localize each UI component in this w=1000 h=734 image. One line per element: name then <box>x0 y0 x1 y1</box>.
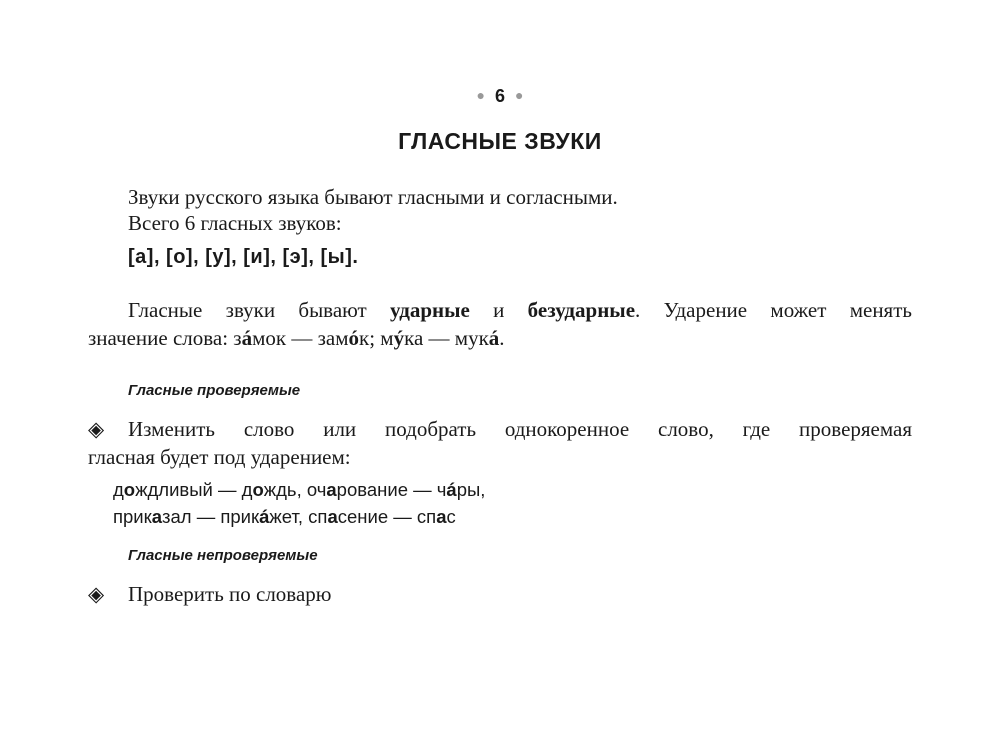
text: прик <box>113 506 152 527</box>
checked-rule <box>88 417 912 470</box>
vowel: а <box>326 479 337 500</box>
stress-mark: á <box>241 326 253 350</box>
text: . <box>499 326 505 350</box>
stress-mark: ý <box>393 326 405 350</box>
vowel: о <box>252 479 264 500</box>
text: Проверить по словарю <box>128 582 332 606</box>
vowel: á <box>259 506 270 527</box>
vowel: á <box>446 479 457 500</box>
text: с <box>446 506 456 527</box>
stress-mark: ó <box>348 326 359 350</box>
text: Гласные звуки бывают <box>128 298 391 322</box>
text: гласная будет под ударением: <box>88 445 351 469</box>
example-line-1 <box>113 479 485 501</box>
page-number <box>0 86 1000 107</box>
text: д <box>113 479 124 500</box>
text: мок — зам <box>252 326 349 350</box>
subheading-unchecked: Гласные непроверяемые <box>128 547 318 564</box>
stress-mark: á <box>488 326 500 350</box>
page-number-text: 6 <box>494 86 505 106</box>
text: . Ударение может менять <box>635 298 912 322</box>
text: и <box>469 298 528 322</box>
unchecked-rule <box>88 582 331 607</box>
vowel: а <box>151 506 163 527</box>
text: ждь, оч <box>263 479 327 500</box>
text: значение слова: з <box>88 326 242 350</box>
intro-line-1: Звуки русского языка бывают гласными и согласными. <box>128 185 618 209</box>
text: к; м <box>359 326 394 350</box>
text: Изменить слово или подобрать однокоренное слово, где проверяемая <box>128 417 912 441</box>
text: зал — прик <box>162 506 260 527</box>
dot-icon: ● <box>476 87 485 103</box>
text: ры, <box>456 479 486 500</box>
text: ка — мук <box>404 326 489 350</box>
term-stressed: ударные <box>390 298 470 322</box>
intro-line-2: Всего 6 гласных звуков: <box>128 211 342 235</box>
page-title: ГЛАСНЫЕ ЗВУКИ <box>398 128 602 154</box>
text: рование — ч <box>336 479 447 500</box>
vowel: а <box>327 506 338 527</box>
dot-icon: ● <box>515 87 524 103</box>
text: ждливый — д <box>135 479 253 500</box>
text: сение — сп <box>337 506 437 527</box>
text: жет, сп <box>269 506 328 527</box>
stress-paragraph <box>88 298 912 351</box>
vowel: о <box>123 479 136 500</box>
diamond-bullet-icon: ◈ <box>88 417 105 441</box>
vowel: а <box>436 506 447 527</box>
subheading-checked: Гласные проверяемые <box>128 382 301 399</box>
example-line-2 <box>113 506 456 528</box>
term-unstressed: безударные <box>527 298 636 322</box>
diamond-bullet-icon: ◈ <box>88 582 105 606</box>
vowel-list: [а], [о], [у], [и], [э], [ы]. <box>128 246 359 268</box>
